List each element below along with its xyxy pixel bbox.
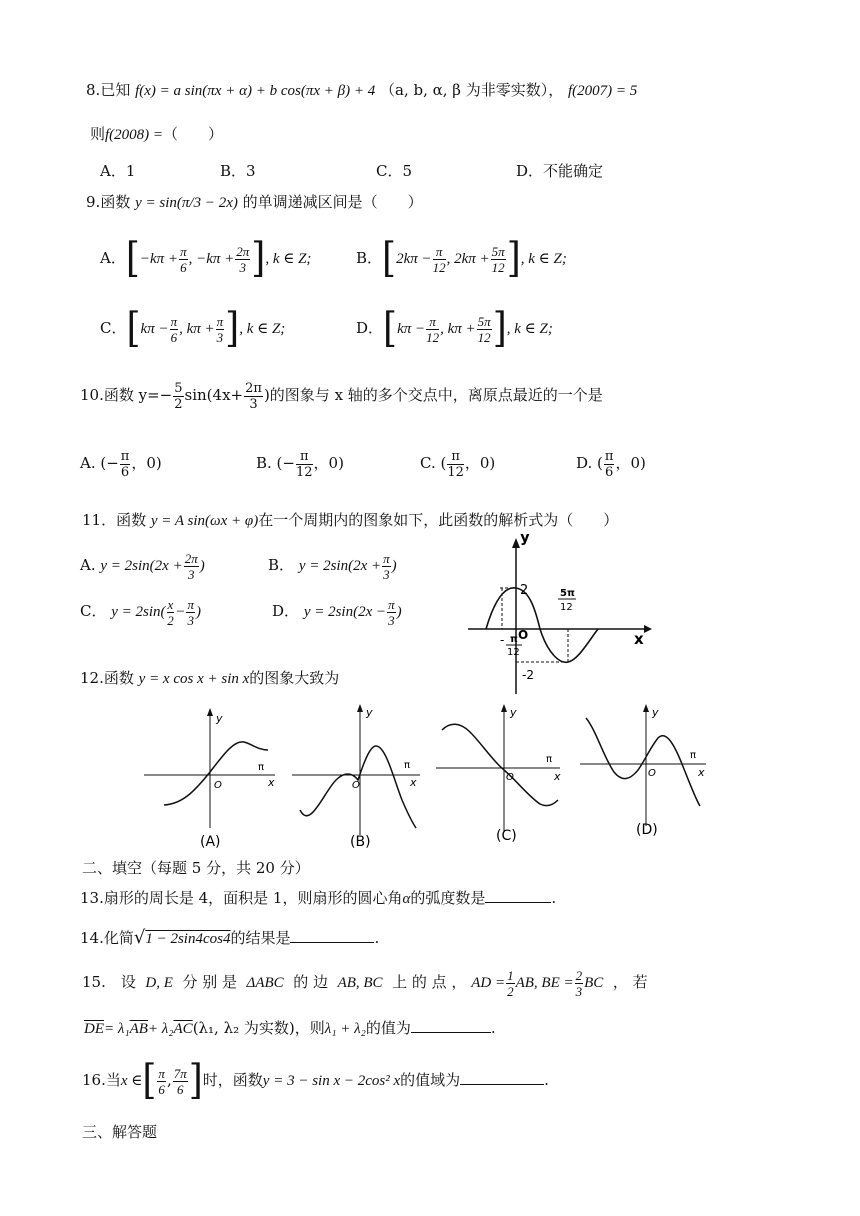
q14: 14.化简√1 − 2sin4cos4的结果是 . <box>80 927 380 948</box>
svg-text:x: x <box>698 766 705 779</box>
section-2-heading: 二、填空（每题 5 分，共 20 分） <box>82 859 310 877</box>
q15-answer-blank <box>411 1018 491 1033</box>
q9-option-d: D．[kπ − $\frac{\pi}{12}$ , kπ + $\frac{5\pi}{12}$ ], k ∈ Z; <box>356 304 553 352</box>
graph-b <box>292 704 420 850</box>
sine-curve <box>486 588 598 662</box>
svg-text:x: x <box>410 776 417 789</box>
svg-text:5π: 5π <box>560 588 575 599</box>
svg-text:y: y <box>652 706 659 719</box>
q11-option-b: B． y = 2sin(2x + $\frac{\pi}{3}$ ) <box>268 550 397 582</box>
svg-text:π: π <box>690 750 697 761</box>
q12-stem: 12.函数 y = x cos x + sin x的图象大致为 <box>80 669 340 687</box>
sqrt-icon: √ <box>133 927 146 948</box>
q11-option-d: D． y = 2sin(2x − $\frac{\pi}{3}$ ) <box>272 596 402 628</box>
svg-text:(A): (A) <box>200 834 221 850</box>
q9-option-b: B．[2kπ − $\frac{\pi}{12}$ , 2kπ + $\frac{5\pi}{12}$ ], k ∈ Z; <box>356 234 567 282</box>
svg-text:y: y <box>366 706 373 719</box>
svg-text:y: y <box>510 706 517 719</box>
q16-answer-blank <box>460 1070 544 1085</box>
svg-text:O: O <box>352 780 360 791</box>
svg-text:12: 12 <box>507 647 520 658</box>
q8-option-a: A．1 <box>100 162 136 180</box>
q14-answer-blank <box>290 928 374 943</box>
q11-stem: 11．函数 y = A sin(ωx + φ)在一个周期内的图象如下，此函数的解析式为（ ） <box>82 511 619 529</box>
q9-option-c: C．[kπ − $\frac{\pi}{6}$ , kπ + $\frac{\pi}{3}$ ], k ∈ Z; <box>100 304 286 352</box>
q8-line1: 8.已知 f(x) = a sin(πx + α) + b cos(πx + β) + 4 （a, b, α, β 为非零实数）， f(2007) = 5 <box>86 81 638 99</box>
q9-option-a: A．[−kπ + $\frac{\pi}{6}$ , −kπ + $\frac{2\pi}{3}$ ], k ∈ Z; <box>100 234 312 282</box>
q10-option-a: A. (− $\frac{\pi}{6}$ ，0) <box>80 448 162 480</box>
svg-text:O: O <box>648 768 656 779</box>
svg-text:12: 12 <box>560 602 573 613</box>
svg-text:y: y <box>216 712 223 725</box>
svg-text:O: O <box>214 780 222 791</box>
q10-option-c: C. ( $\frac{\pi}{12}$ ，0) <box>420 448 496 480</box>
svg-text:(D): (D) <box>636 822 658 838</box>
q9-stem: 9.函数 y = sin(π/3 − 2x) 的单调递减区间是（ ） <box>86 193 423 211</box>
q16: 16.当x ∈[ $\frac{\pi}{6}$ , $\frac{7\pi}{6}$ ]时，函数y = 3 − sin x − 2cos² x的值域为 . <box>82 1056 549 1104</box>
q9-func: y = sin(π/3 − 2x) <box>135 195 238 211</box>
q11-graph <box>464 534 656 694</box>
q15-line2: $\overline{DE}= \lambda_1\overline{AB}+ \lambda_2\overline{AC}(\lambda_1$, λ₂ 为实数)，则λ₁ + λ₂的值为 . <box>84 1019 496 1037</box>
graph-a <box>144 708 275 850</box>
svg-text:π: π <box>404 760 411 771</box>
y-arrow-icon <box>512 538 520 548</box>
q11-option-a: A. y = 2sin(2x + $\frac{2\pi}{3}$ ) <box>80 550 205 582</box>
graph-min-label: -2 <box>522 668 534 682</box>
svg-text:x: x <box>554 770 561 783</box>
q8-line2: 则f(2008) =（ ） <box>90 125 224 143</box>
q10-option-d: D. ( $\frac{\pi}{6}$ ，0) <box>576 448 646 480</box>
q12-graphs <box>130 700 730 850</box>
q10-stem: 10.函数 y=− $\frac{5}{2}$ sin(4x+ $\frac{2\pi}{3}$ )的图象与 x 轴的多个交点中，离原点最近的一个是 <box>80 380 603 412</box>
svg-text:-: - <box>500 633 505 647</box>
x-arrow-icon <box>644 625 652 633</box>
graph-d <box>580 704 706 838</box>
q8-option-d: D．不能确定 <box>516 162 604 180</box>
q10-option-b: B. (− $\frac{\pi}{12}$ ，0) <box>256 448 344 480</box>
svg-text:π: π <box>258 762 265 773</box>
q11-option-c: C． y = 2sin( $\frac{x}{2}$ − $\frac{\pi}{3}$ ) <box>80 596 201 628</box>
svg-text:(B): (B) <box>350 834 371 850</box>
graph-c <box>436 704 561 844</box>
graph-max-label: 2 <box>520 583 529 598</box>
graph-origin: O <box>518 628 529 642</box>
q8-formula: f(x) = a sin(πx + α) + b cos(πx + β) + 4 <box>135 83 376 99</box>
q8-option-b: B．3 <box>220 162 256 180</box>
section-3-heading: 三、解答题 <box>82 1123 158 1141</box>
svg-text:π: π <box>510 634 518 645</box>
q8-given: f(2007) = 5 <box>568 83 638 99</box>
svg-text:(C): (C) <box>496 828 517 844</box>
graph-x-label: x <box>634 630 644 648</box>
q15-line1: 15. 设 D, E 分 别 是 ΔABC 的 边 AB, BC 上 的 点 ， AD = $\frac{1}{2}$ AB, BE = $\frac{2}{3}$ BC ， 若 <box>82 967 648 999</box>
q8-number: 8. <box>86 81 101 99</box>
graph-y-label: y <box>520 534 530 546</box>
svg-text:x: x <box>268 776 275 789</box>
q11-func: y = A sin(ωx + φ) <box>150 513 259 529</box>
q13-answer-blank <box>485 888 551 903</box>
svg-text:π: π <box>546 754 553 765</box>
q13: 13.扇形的周长是 4，面积是 1，则扇形的圆心角α的弧度数是 . <box>80 889 557 907</box>
svg-text:O: O <box>506 772 514 783</box>
q12-func: y = x cos x + sin x <box>138 671 250 687</box>
q8-option-c: C．5 <box>376 162 413 180</box>
